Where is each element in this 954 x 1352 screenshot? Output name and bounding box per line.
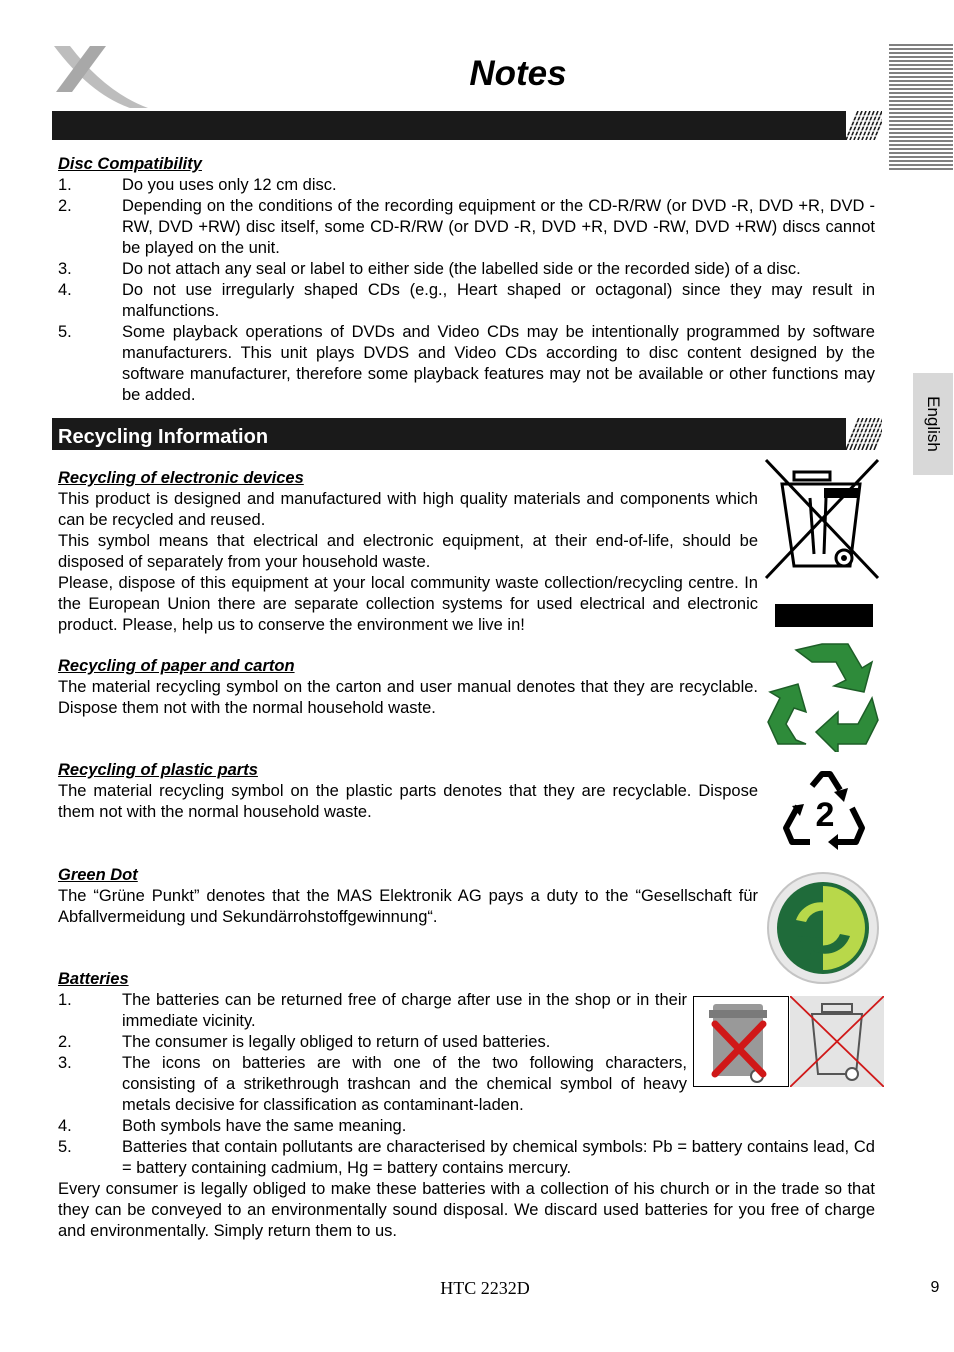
paper-recycling-heading: Recycling of paper and carton <box>58 657 295 675</box>
list-number: 5. <box>58 1138 72 1156</box>
paragraph: This product is designed and manufactured with high quality materials and components which can be recycled and reused. <box>58 490 758 529</box>
list-text: Depending on the conditions of the recording equipment or the CD-R/RW (or DVD -R, DVD +R, DVD -RW, DVD +RW) disc itself, some CD-R/RW (or DVD -R, DVD +R, DVD -RW, DVD +RW) discs cannot be played on the unit. <box>122 197 875 257</box>
list-item <box>58 1137 875 1179</box>
list-number: 1. <box>58 176 72 194</box>
batteries-heading: Batteries <box>58 970 129 988</box>
page-number: 9 <box>930 1279 940 1296</box>
list-number: 3. <box>58 1054 72 1072</box>
battery-bin-icon-outline <box>790 996 884 1087</box>
list-item <box>58 196 875 259</box>
bar-hatch-decoration <box>846 111 882 140</box>
paper-recycling-section <box>58 656 758 719</box>
list-item <box>58 175 875 196</box>
brand-x-logo <box>50 42 150 110</box>
green-dot-section <box>58 865 758 928</box>
language-side-tab <box>913 373 953 475</box>
batteries-closing-paragraph: Every consumer is legally obliged to make these batteries with a collection of his church or in the trade so that they can be conveyed to an environmentally sound disposal. We discard used batteries for you free of charge and environmentally. Simply return them to us. <box>58 1180 875 1240</box>
list-item <box>58 990 687 1032</box>
list-text: Batteries that contain pollutants are characterised by chemical symbols: Pb = battery contains lead, Cd = battery containing cadmium, Hg = battery contains mercury. <box>122 1138 875 1177</box>
list-number: 2. <box>58 1033 72 1051</box>
list-text: The batteries can be returned free of charge after use in the shop or in their immediate vicinity. <box>122 991 687 1030</box>
list-number: 1. <box>58 991 72 1009</box>
weee-crossed-bin-icon <box>764 458 884 630</box>
list-number: 2. <box>58 197 72 215</box>
list-text: Do not use irregularly shaped CDs (e.g., Heart shaped or octagonal) since they may result in malfunctions. <box>122 281 875 320</box>
list-number: 4. <box>58 1117 72 1135</box>
paragraph: Please, dispose of this equipment at your local community waste collection/recycling centre. In the European Union there are separate collection systems for used electrical and electronic product. Please, help us to conserve the environment we live in! <box>58 574 758 634</box>
paragraph: The “Grüne Punkt” denotes that the MAS Elektronik AG pays a duty to the “Gesellschaft für Abfallvermeidung und Sekundärrohstoffgewinnung“. <box>58 887 758 926</box>
paragraph: This symbol means that electrical and electronic equipment, at their end-of-life, should be disposed of separately from your household waste. <box>58 532 758 571</box>
electronic-recycling-heading: Recycling of electronic devices <box>58 469 304 487</box>
plastic-code-number: 2 <box>815 796 835 834</box>
list-text: The consumer is legally obliged to return of used batteries. <box>122 1033 551 1051</box>
disc-compatibility-list <box>58 175 875 406</box>
green-dot-icon <box>766 872 880 984</box>
header-lines-decoration <box>889 44 953 172</box>
plastic-recycling-section <box>58 760 758 823</box>
plastic-recycle-2-icon <box>782 768 868 850</box>
language-label: English <box>924 396 943 452</box>
green-dot-heading: Green Dot <box>58 866 138 884</box>
battery-bin-icon-solid <box>693 996 789 1087</box>
list-item <box>58 1053 687 1116</box>
disc-compatibility-heading: Disc Compatibility <box>58 155 202 173</box>
footer-model-name: HTC 2232D <box>440 1278 530 1298</box>
recycling-section-bar <box>52 418 882 450</box>
recycle-arrows-icon <box>766 640 882 752</box>
disc-compatibility-section <box>58 154 875 406</box>
plastic-recycling-heading: Recycling of plastic parts <box>58 761 258 779</box>
list-item <box>58 322 875 406</box>
list-text: The icons on batteries are with one of the two following characters, consisting of a strikethrough trashcan and the chemical symbol of heavy metals decisive for classification as contaminant-laden. <box>122 1054 687 1114</box>
paragraph: The material recycling symbol on the carton and user manual denotes that they are recyclable. Dispose them not with the normal household waste. <box>58 678 758 717</box>
electronic-recycling-section <box>58 468 758 636</box>
list-item <box>58 280 875 322</box>
list-number: 4. <box>58 281 72 299</box>
list-item <box>58 1116 875 1137</box>
list-number: 3. <box>58 260 72 278</box>
list-item <box>58 259 875 280</box>
section-bar-top <box>52 111 882 140</box>
page-title: Notes <box>469 54 567 93</box>
list-item <box>58 1032 687 1053</box>
list-text: Do you uses only 12 cm disc. <box>122 176 337 194</box>
list-text: Some playback operations of DVDs and Video CDs may be intentionally programmed by software manufacturers. This unit plays DVDS and Video CDs according to disc content designed by the software manufacturer, therefore some playback features may not be available or other functions may be added. <box>122 323 875 404</box>
list-text: Do not attach any seal or label to either side (the labelled side or the recorded side) of a disc. <box>122 260 801 278</box>
paragraph: The material recycling symbol on the plastic parts denotes that they are recyclable. Dispose them not with the normal household waste. <box>58 782 758 821</box>
list-text: Both symbols have the same meaning. <box>122 1117 407 1135</box>
list-number: 5. <box>58 323 72 341</box>
bar-hatch-decoration <box>846 418 882 450</box>
recycling-bar-title: Recycling Information <box>58 426 269 448</box>
